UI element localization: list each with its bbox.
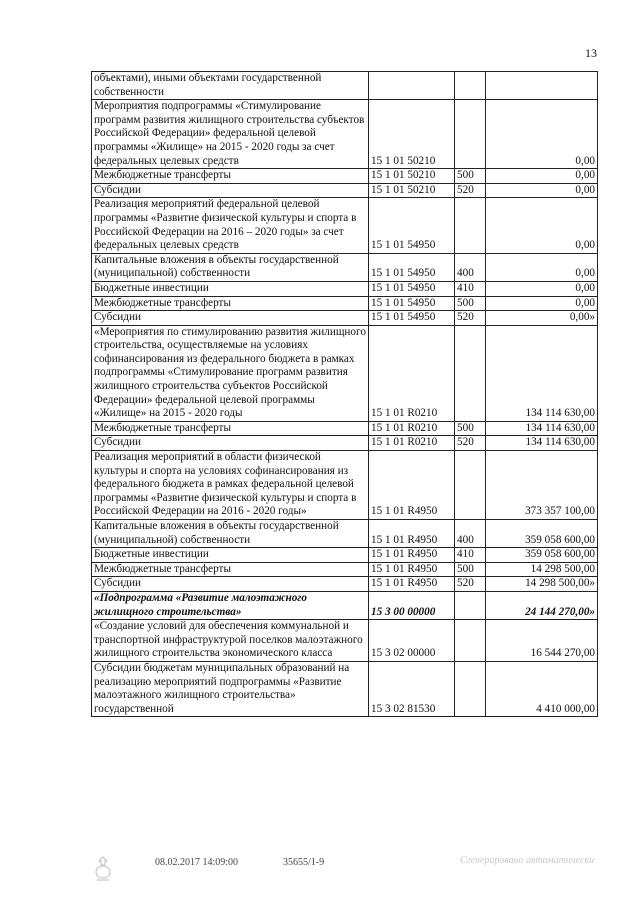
- table-row: [92, 520, 598, 548]
- row-sum: 359 058 600,00: [486, 520, 598, 548]
- row-sum: 134 114 630,00: [486, 436, 598, 451]
- row-vr: [455, 198, 486, 253]
- row-sum: 0,00»: [486, 311, 598, 326]
- row-vr: 410: [455, 281, 486, 296]
- row-name: Субсидии: [92, 183, 369, 198]
- table-row: [92, 100, 598, 169]
- row-code: 15 1 01 54950: [369, 311, 455, 326]
- row-code: 15 3 02 81530: [369, 661, 455, 716]
- table-row: [92, 451, 598, 520]
- row-vr: 520: [455, 436, 486, 451]
- row-vr: [455, 72, 486, 100]
- row-sum: 14 298 500,00»: [486, 577, 598, 592]
- row-name: Капитальные вложения в объекты государственной (муниципальной) собственности: [92, 520, 369, 548]
- row-sum: 0,00: [486, 281, 598, 296]
- row-vr: [455, 100, 486, 169]
- row-name: «Мероприятия по стимулированию развития жилищного строительства, осуществляемые на условиях софинансирования из федерального бюджета в рамках подпрограммы «Стимулирование программ развития жилищного строительства субъектов Российской Федерации» федеральной целевой программы «Жилище» на 2015 - 2020 годы: [92, 325, 369, 421]
- emblem-icon: [93, 855, 113, 883]
- row-name: Субсидии бюджетам муниципальных образований на реализацию мероприятий подпрограммы «Развитие малоэтажного жилищного строительства» государственной: [92, 661, 369, 716]
- row-name: Бюджетные инвестиции: [92, 548, 369, 563]
- table-row-subprogram: [92, 591, 598, 619]
- table-row: [92, 72, 598, 100]
- row-sum: 0,00: [486, 169, 598, 184]
- row-name: Капитальные вложения в объекты государственной (муниципальной) собственности: [92, 253, 369, 281]
- row-name: Субсидии: [92, 577, 369, 592]
- row-sum: 24 144 270,00»: [486, 591, 598, 619]
- table-row: [92, 281, 598, 296]
- row-code: 15 3 02 00000: [369, 620, 455, 662]
- row-vr: 400: [455, 253, 486, 281]
- row-name: Межбюджетные трансферты: [92, 169, 369, 184]
- row-name: Реализация мероприятий в области физической культуры и спорта на условиях софинансирования из федерального бюджета в рамках федеральной целевой программы «Развитие физической культуры и спорта в Российской Федерации на 2016 - 2020 годы»: [92, 451, 369, 520]
- row-vr: [455, 620, 486, 662]
- row-sum: 0,00: [486, 183, 598, 198]
- row-code: 15 1 01 R4950: [369, 451, 455, 520]
- row-name: Реализация мероприятий федеральной целевой программы «Развитие физической культуры и спорта в Российской Федерации на 2016 – 2020 годы» за счет федеральных целевых средств: [92, 198, 369, 253]
- row-code: 15 1 01 R4950: [369, 520, 455, 548]
- table-row: [92, 311, 598, 326]
- row-code: 15 1 01 54950: [369, 281, 455, 296]
- row-sum: 134 114 630,00: [486, 325, 598, 421]
- table-row: [92, 421, 598, 436]
- row-name: Межбюджетные трансферты: [92, 562, 369, 577]
- row-code: 15 1 01 50210: [369, 183, 455, 198]
- row-sum: 373 357 100,00: [486, 451, 598, 520]
- row-name: Межбюджетные трансферты: [92, 421, 369, 436]
- row-name: Субсидии: [92, 311, 369, 326]
- row-name: Субсидии: [92, 436, 369, 451]
- table-row: [92, 548, 598, 563]
- row-code: 15 1 01 R4950: [369, 562, 455, 577]
- row-sum: 0,00: [486, 100, 598, 169]
- row-name: Межбюджетные трансферты: [92, 296, 369, 311]
- row-vr: [455, 661, 486, 716]
- row-code: 15 1 01 54950: [369, 198, 455, 253]
- row-sum: 0,00: [486, 296, 598, 311]
- row-vr: 500: [455, 169, 486, 184]
- row-name: «Создание условий для обеспечения коммунальной и транспортной инфраструктурой поселков малоэтажного жилищного строительства экономического класса: [92, 620, 369, 662]
- row-code: 15 1 01 R0210: [369, 421, 455, 436]
- row-vr: 520: [455, 183, 486, 198]
- row-sum: [486, 72, 598, 100]
- row-code: 15 1 01 R0210: [369, 436, 455, 451]
- row-name: объектами), иными объектами государственной собственности: [92, 72, 369, 100]
- row-vr: [455, 591, 486, 619]
- row-vr: [455, 325, 486, 421]
- row-code: 15 1 01 50210: [369, 169, 455, 184]
- table-row: [92, 253, 598, 281]
- row-name: «Подпрограмма «Развитие малоэтажного жилищного строительства»: [92, 591, 369, 619]
- row-sum: 359 058 600,00: [486, 548, 598, 563]
- row-vr: 520: [455, 577, 486, 592]
- table-row: [92, 562, 598, 577]
- table-row: [92, 620, 598, 662]
- table-row: [92, 661, 598, 716]
- watermark-stamp: Сгенерировано автоматически: [459, 855, 595, 866]
- row-vr: 520: [455, 311, 486, 326]
- row-vr: 500: [455, 562, 486, 577]
- row-code: 15 1 01 54950: [369, 253, 455, 281]
- row-name: Мероприятия подпрограммы «Стимулирование программ развития жилищного строительства субъектов Российской Федерации» федеральной целевой программы «Жилище» на 2015 - 2020 годы за счет федеральных целевых средств: [92, 100, 369, 169]
- row-code: 15 1 01 R0210: [369, 325, 455, 421]
- table-row: [92, 169, 598, 184]
- row-sum: 0,00: [486, 198, 598, 253]
- row-sum: 4 410 000,00: [486, 661, 598, 716]
- row-vr: 400: [455, 520, 486, 548]
- row-code: 15 1 01 54950: [369, 296, 455, 311]
- row-name: Бюджетные инвестиции: [92, 281, 369, 296]
- row-vr: 410: [455, 548, 486, 563]
- row-sum: 134 114 630,00: [486, 421, 598, 436]
- row-vr: 500: [455, 421, 486, 436]
- row-code: 15 3 00 00000: [369, 591, 455, 619]
- budget-table: [91, 71, 598, 717]
- row-code: [369, 72, 455, 100]
- table-row: [92, 325, 598, 421]
- row-sum: 0,00: [486, 253, 598, 281]
- table-row: [92, 436, 598, 451]
- footer-date: 08.02.2017 14:09:00: [155, 857, 239, 868]
- row-code: 15 1 01 50210: [369, 100, 455, 169]
- row-sum: 16 544 270,00: [486, 620, 598, 662]
- table-row: [92, 577, 598, 592]
- table-row: [92, 296, 598, 311]
- row-vr: [455, 451, 486, 520]
- table-row: [92, 198, 598, 253]
- row-vr: 500: [455, 296, 486, 311]
- footer-doc-number: 35655/1-9: [283, 857, 325, 868]
- row-code: 15 1 01 R4950: [369, 577, 455, 592]
- row-code: 15 1 01 R4950: [369, 548, 455, 563]
- table-row: [92, 183, 598, 198]
- row-sum: 14 298 500,00: [486, 562, 598, 577]
- page-number: 13: [585, 46, 597, 60]
